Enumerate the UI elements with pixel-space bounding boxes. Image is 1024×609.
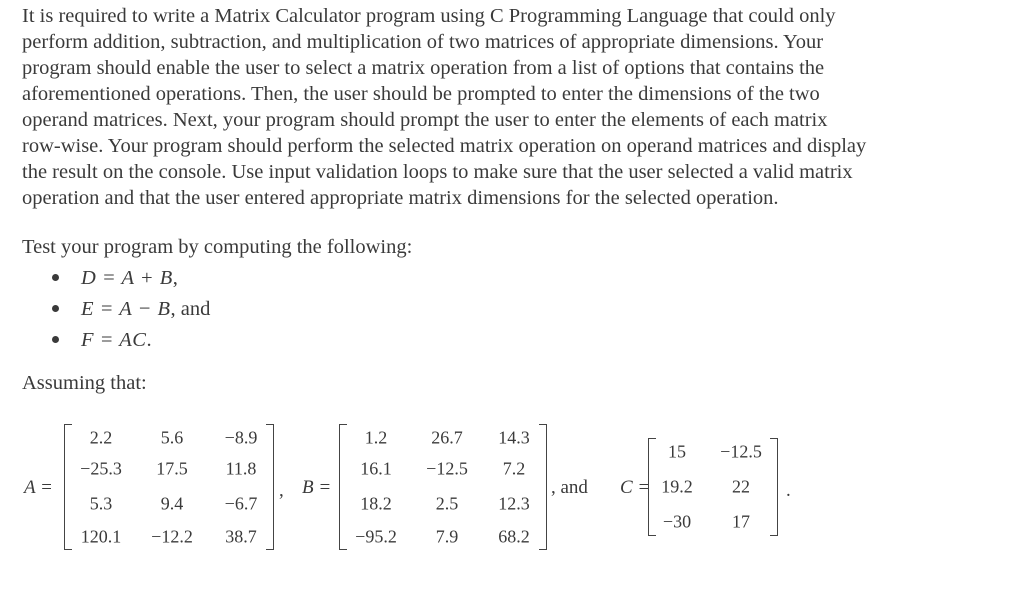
matrix-a xyxy=(64,424,274,550)
matrix-b-cell: 7.9 xyxy=(435,526,459,547)
equation-suffix: . xyxy=(146,328,152,351)
list-item xyxy=(52,293,210,324)
bullet-icon xyxy=(52,305,59,312)
equation-f: F = AC xyxy=(81,328,147,351)
assuming-label: Assuming that: xyxy=(22,372,147,394)
statement-line-2: perform addition, subtraction, and multiplication of two matrices of appropriate dimensions. Your xyxy=(22,31,824,53)
matrix-a-label: A = xyxy=(24,477,53,498)
matrix-c-cell: −12.5 xyxy=(720,441,762,462)
statement-line-3: program should enable the user to select a matrix operation from a list of options that contains the xyxy=(22,57,825,79)
matrix-c-label: C = xyxy=(620,477,651,498)
matrix-a-cell: −6.7 xyxy=(224,493,258,514)
equation-suffix: , xyxy=(172,266,178,289)
statement-line-4: aforementioned operations. Then, the user should be prompted to enter the dimensions of the two xyxy=(22,83,820,105)
matrix-separator-and: , and xyxy=(551,477,588,498)
matrix-a-cell: 9.4 xyxy=(160,493,184,514)
equation-d: D = A + B xyxy=(81,266,173,289)
matrix-a-cell: 38.7 xyxy=(225,526,257,547)
problem-statement xyxy=(22,3,866,211)
list-item xyxy=(52,324,210,355)
statement-line-5: operand matrices. Next, your program should prompt the user to enter the elements of each matrix xyxy=(22,109,828,131)
matrix-b-cell: 7.2 xyxy=(502,458,526,479)
matrix-b-cell: 68.2 xyxy=(498,526,530,547)
statement-line-8: operation and that the user entered appropriate matrix dimensions for the selected operation. xyxy=(22,187,779,209)
matrix-c-cell: 15 xyxy=(668,441,686,462)
matrix-b-label: B = xyxy=(302,477,332,498)
equation-e: E = A − B xyxy=(81,297,171,320)
matrix-a-cell: 17.5 xyxy=(156,458,188,479)
matrix-b-cell: −95.2 xyxy=(355,526,397,547)
statement-line-7: the result on the console. Use input validation loops to make sure that the user selected a valid matrix xyxy=(22,161,853,183)
matrix-b-cell: 26.7 xyxy=(431,427,463,448)
matrix-c-cell: −30 xyxy=(662,511,692,532)
matrix-b-cell: −12.5 xyxy=(426,458,468,479)
matrix-a-cell: 5.3 xyxy=(89,493,113,514)
matrix-c-cell: 22 xyxy=(732,476,750,497)
matrix-a-cell: 120.1 xyxy=(80,526,122,547)
matrix-a-cell: −12.2 xyxy=(151,526,193,547)
matrix-c-cell: 19.2 xyxy=(661,476,693,497)
matrix-c xyxy=(648,438,778,536)
matrix-b-cell: 2.5 xyxy=(435,493,459,514)
matrix-separator: , xyxy=(279,480,284,501)
matrix-b-cell: 1.2 xyxy=(364,427,388,448)
matrix-a-cell: 5.6 xyxy=(160,427,184,448)
matrix-a-cell: −25.3 xyxy=(80,458,122,479)
statement-line-1: It is required to write a Matrix Calculator program using C Programming Language that could only xyxy=(22,5,836,27)
matrix-a-cell: −8.9 xyxy=(224,427,258,448)
equation-suffix: , and xyxy=(170,297,211,320)
test-list xyxy=(52,262,210,355)
matrix-b-cell: 18.2 xyxy=(360,493,392,514)
matrix-b-cell: 16.1 xyxy=(360,458,392,479)
test-intro: Test your program by computing the following: xyxy=(22,236,413,258)
matrix-period: . xyxy=(786,480,791,501)
matrix-b-cell: 14.3 xyxy=(498,427,530,448)
bullet-icon xyxy=(52,274,59,281)
list-item xyxy=(52,262,210,293)
matrix-a-cell: 11.8 xyxy=(225,458,257,479)
matrix-a-cell: 2.2 xyxy=(89,427,113,448)
matrix-b-cell: 12.3 xyxy=(498,493,530,514)
bullet-icon xyxy=(52,336,59,343)
statement-line-6: row-wise. Your program should perform the selected matrix operation on operand matrices and display xyxy=(22,135,867,157)
matrix-b xyxy=(339,424,547,550)
matrix-c-cell: 17 xyxy=(732,511,750,532)
